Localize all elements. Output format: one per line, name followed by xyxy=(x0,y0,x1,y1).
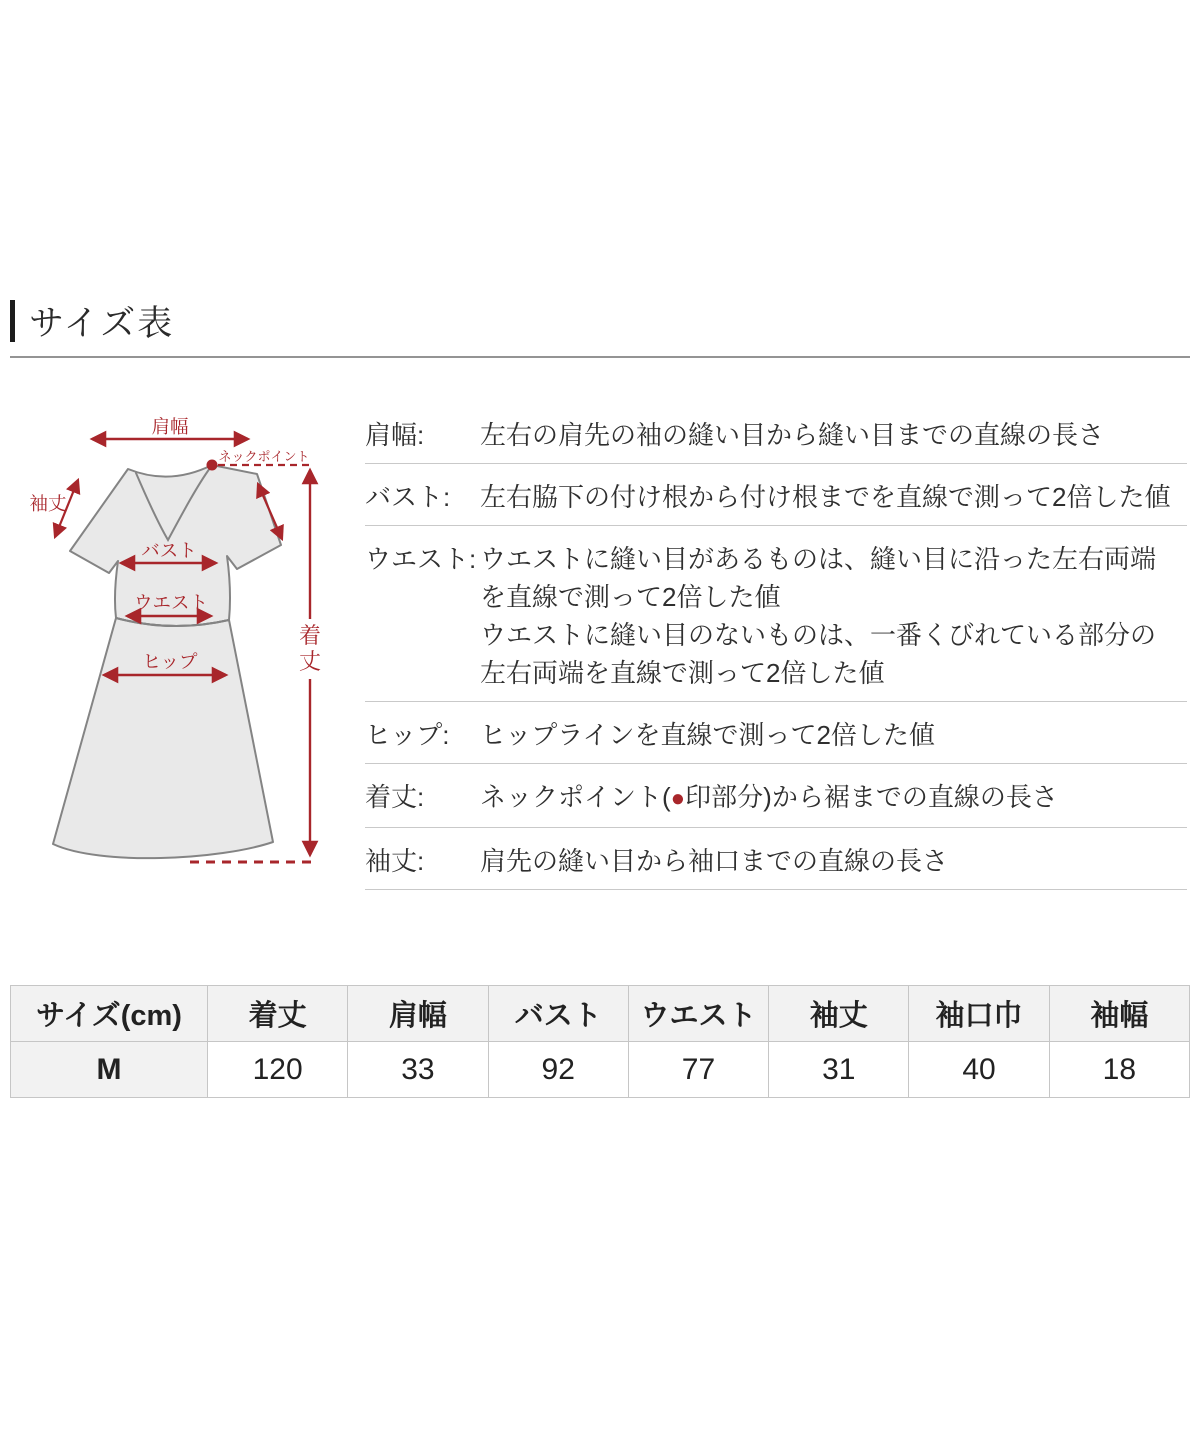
bust-label: バスト xyxy=(141,540,197,561)
section-title-row xyxy=(10,297,174,345)
dress-measurement-diagram xyxy=(20,406,360,880)
cell-bust: 92 xyxy=(488,1042,628,1098)
definition-text-pre: ネックポイント( xyxy=(480,782,671,812)
definition-text: ヒップラインを直線で測って2倍した値 xyxy=(480,720,935,750)
neck-point-label: ネックポイント xyxy=(218,449,310,464)
title-divider xyxy=(10,356,1190,358)
definition-row-sleeve xyxy=(365,828,1187,890)
column-header-shoulder: 肩幅 xyxy=(348,986,488,1042)
definition-text xyxy=(480,540,1187,692)
definition-term: ウエスト: xyxy=(365,544,477,574)
definition-text: 左右脇下の付け根から付け根までを直線で測って2倍した値 xyxy=(480,482,1171,512)
definition-row-waist xyxy=(365,526,1187,702)
definition-text: 肩先の縫い目から袖口までの直線の長さ xyxy=(480,846,949,876)
definition-row-hip xyxy=(365,702,1187,764)
definition-term: 着丈: xyxy=(365,782,425,812)
column-header-length: 着丈 xyxy=(208,986,348,1042)
definition-row-length xyxy=(365,764,1187,828)
neck-point-dot-glyph: ● xyxy=(670,785,686,812)
size-table-row-m xyxy=(11,1042,1190,1098)
definition-term: バスト: xyxy=(365,482,451,512)
size-table xyxy=(10,985,1190,1098)
cell-cuff-width: 40 xyxy=(909,1042,1049,1098)
cell-shoulder: 33 xyxy=(348,1042,488,1098)
hip-label: ヒップ xyxy=(142,651,198,672)
garment-length-label-char1: 着 xyxy=(298,623,322,648)
shoulder-width-label: 肩幅 xyxy=(151,416,189,437)
definition-row-shoulder xyxy=(365,408,1187,464)
definition-line: ウエストに縫い目があるものは、縫い目に沿った左右両端 xyxy=(480,544,1157,574)
definition-line: ウエストに縫い目のないものは、一番くびれている部分の xyxy=(480,620,1157,650)
column-header-cuff-width: 袖口巾 xyxy=(909,986,1049,1042)
column-header-sleeve-length: 袖丈 xyxy=(769,986,909,1042)
waist-label: ウエスト xyxy=(133,592,209,613)
definition-text-post: 印部分)から裾までの直線の長さ xyxy=(685,782,1058,812)
page-title: サイズ表 xyxy=(29,304,175,343)
definition-text xyxy=(480,778,1187,818)
definition-term: ヒップ: xyxy=(365,720,450,750)
definition-term: 袖丈: xyxy=(365,846,425,876)
cell-sleeve-width: 18 xyxy=(1049,1042,1189,1098)
title-accent-bar xyxy=(10,300,15,342)
definition-line: 左右両端を直線で測って2倍した値 xyxy=(480,658,885,688)
column-header-size: サイズ(cm) xyxy=(11,986,208,1042)
column-header-bust: バスト xyxy=(488,986,628,1042)
definition-term: 肩幅: xyxy=(365,420,425,450)
neck-point-dot xyxy=(207,460,218,471)
definition-line: を直線で測って2倍した値 xyxy=(480,582,781,612)
size-table-header-row xyxy=(11,986,1190,1042)
garment-length-label-char2: 丈 xyxy=(298,649,322,674)
cell-waist: 77 xyxy=(628,1042,768,1098)
measurement-definitions-list xyxy=(365,408,1187,890)
column-header-sleeve-width: 袖幅 xyxy=(1049,986,1189,1042)
cell-sleeve-length: 31 xyxy=(769,1042,909,1098)
cell-size: M xyxy=(11,1042,208,1098)
definition-text: 左右の肩先の袖の縫い目から縫い目までの直線の長さ xyxy=(480,420,1105,450)
cell-length: 120 xyxy=(208,1042,348,1098)
sleeve-length-label: 袖丈 xyxy=(29,493,67,514)
column-header-waist: ウエスト xyxy=(628,986,768,1042)
definition-row-bust xyxy=(365,464,1187,526)
